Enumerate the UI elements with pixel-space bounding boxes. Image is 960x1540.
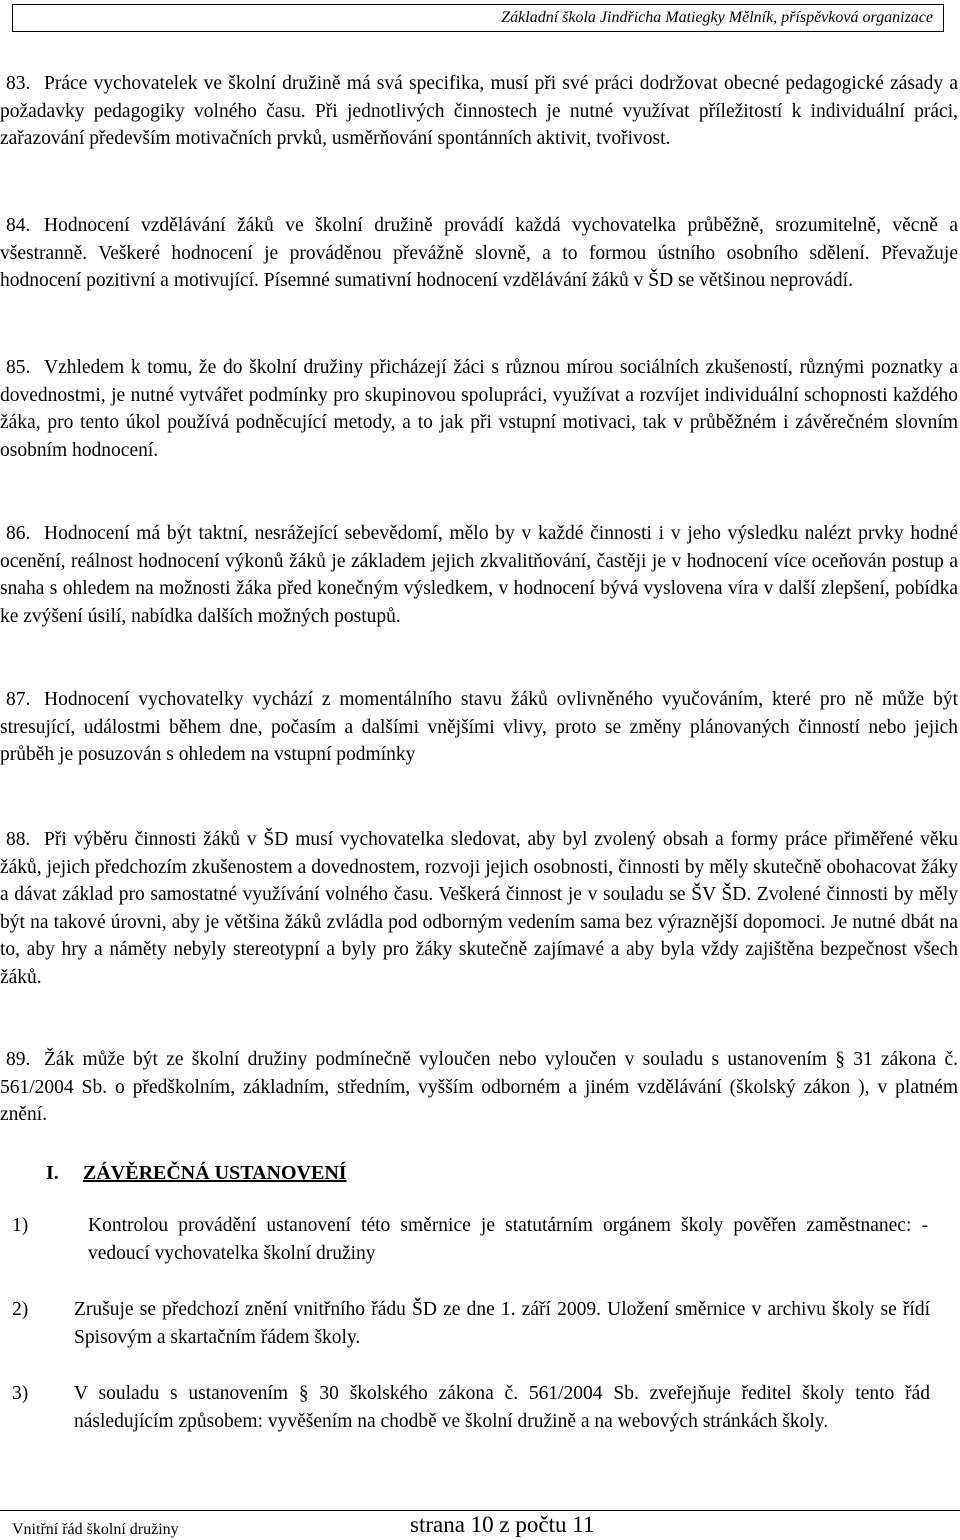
paragraph-89: [0, 1046, 958, 1129]
list-text: V souladu s ustanovením § 30 školského zákona č. 561/2004 Sb. zveřejňuje ředitel školy tento řád následujícím způsobem: vyvěšením na chodbě ve školní družině a na webových stránkách školy.: [74, 1383, 930, 1432]
paragraph-text: Práce vychovatelek ve školní družině má svá specifika, musí při své práci dodržovat obecné pedagogické zásady a požadavky pedagogiky volného času. Při jednotlivých činnostech je nutné využívat příležitostí k individuální práci, zařazování především motivačních prvků, usměrňování spontánních aktivit, tvořivost.: [0, 73, 958, 149]
paragraph-84: [0, 212, 958, 295]
footer-page-number: strana 10 z počtu 11: [410, 1512, 595, 1537]
paragraph-number: 84.: [6, 215, 31, 236]
paragraph-number: 85.: [6, 357, 31, 378]
list-text: Kontrolou provádění ustanovení této směrnice je statutárním orgánem školy pověřen zaměstnanec: - vedoucí vychovatelka školní družiny: [88, 1215, 928, 1264]
paragraph-number: 89.: [6, 1049, 31, 1070]
paragraph-text: Vzhledem k tomu, že do školní družiny přicházejí žáci s různou mírou sociálních zkušeností, různými poznatky a dovednostmi, je nutné vytvářet podmínky pro skupinovou spolupráci, využívat a rozvíjet individuální schopnosti každého žáka, pro tento úkol používá podněcující metody, a to jak při vstupní motivaci, tak v průběžném i závěrečném slovním osobním hodnocení.: [0, 357, 958, 461]
header-school-name: Základní škola Jindřicha Matiegky Mělník, příspěvková organizace: [501, 9, 933, 26]
list-item-3: [12, 1380, 930, 1435]
paragraph-number: 86.: [6, 523, 31, 544]
paragraph-text: Hodnocení vzdělávání žáků ve školní družině provádí každá vychovatelka průběžně, srozumitelně, věcně a všestranně. Veškeré hodnocení je prováděnou převážně slovně, a to formou ústního osobního sdělení. Převažuje hodnocení pozitivní a motivující. Písemné sumativní hodnocení vzdělávání žáků v ŠD se většinou neprovádí.: [0, 215, 958, 291]
page-header: [12, 4, 944, 32]
footer-divider: [0, 1510, 960, 1511]
paragraph-text: Žák může být ze školní družiny podmínečně vyloučen nebo vyloučen v souladu s ustanovením § 31 zákona č. 561/2004 Sb. o předškolním, základním, středním, vyšším odborném a jiném vzdělávání (školský zákon ), v platném znění.: [0, 1049, 958, 1125]
paragraph-number: 88.: [6, 829, 31, 850]
paragraph-text: Při výběru činnosti žáků v ŠD musí vychovatelka sledovat, aby byl zvolený obsah a formy práce přiměřené věku žáků, jejich předchozím zkušenostem a dovednostem, rozvoji jejich osobnosti, činnosti by měly skutečně obohacovat žáky a dávat základ pro samostatné využívání volného času. Veškerá činnost je v souladu se ŠV ŠD. Zvolené činnosti by měly být na takové úrovni, aby je většina žáků zvládla pod odborným vedením sama bez výraznější dopomoci. Je nutné dbát na to, aby hry a náměty nebyly stereotypní a byly pro žáky skutečně zajímavé a aby byla vždy zajištěna bezpečnost všech žáků.: [0, 829, 958, 988]
paragraph-number: 83.: [6, 73, 31, 94]
paragraph-text: Hodnocení má být taktní, nesrážející sebevědomí, mělo by v každé činnosti i v jeho výsledku nalézt prvky hodné ocenění, reálnost hodnocení výkonů žáků je základem jejich zkvalitňování, častěji je v hodnocení více oceňován postup a snaha s ohledem na možnosti žáka před konečným výsledkem, v hodnocení bývá vyslovena víra v další zlepšení, pobídka ke zvýšení úsilí, nabídka dalších možných postupů.: [0, 523, 958, 627]
section-heading: [46, 1160, 347, 1186]
paragraph-88: [0, 826, 958, 991]
paragraph-86: [0, 520, 958, 630]
section-title: ZÁVĚREČNÁ USTANOVENÍ: [83, 1162, 347, 1184]
list-number: 1): [12, 1215, 29, 1236]
paragraph-text: Hodnocení vychovatelky vychází z momentálního stavu žáků ovlivněného vyučováním, které pro ně může být stresující, událostmi během dne, počasím a dalšími vnějšími vlivy, proto se změny plánovaných činností nebo jejich průběh je posuzován s ohledem na vstupní podmínky: [0, 689, 958, 765]
list-number: 2): [12, 1299, 29, 1320]
paragraph-83: [0, 70, 958, 153]
list-item-2: [12, 1296, 930, 1351]
list-item-1: [12, 1212, 928, 1267]
paragraph-85: [0, 354, 958, 464]
paragraph-number: 87.: [6, 689, 31, 710]
list-text: Zrušuje se předchozí znění vnitřního řádu ŠD ze dne 1. září 2009. Uložení směrnice v archivu školy se řídí Spisovým a skartačním řádem školy.: [74, 1299, 930, 1348]
list-number: 3): [12, 1383, 29, 1404]
section-number: I.: [46, 1162, 59, 1184]
paragraph-87: [0, 686, 958, 769]
footer-document-name: Vnitřní řád školní družiny: [12, 1521, 179, 1538]
